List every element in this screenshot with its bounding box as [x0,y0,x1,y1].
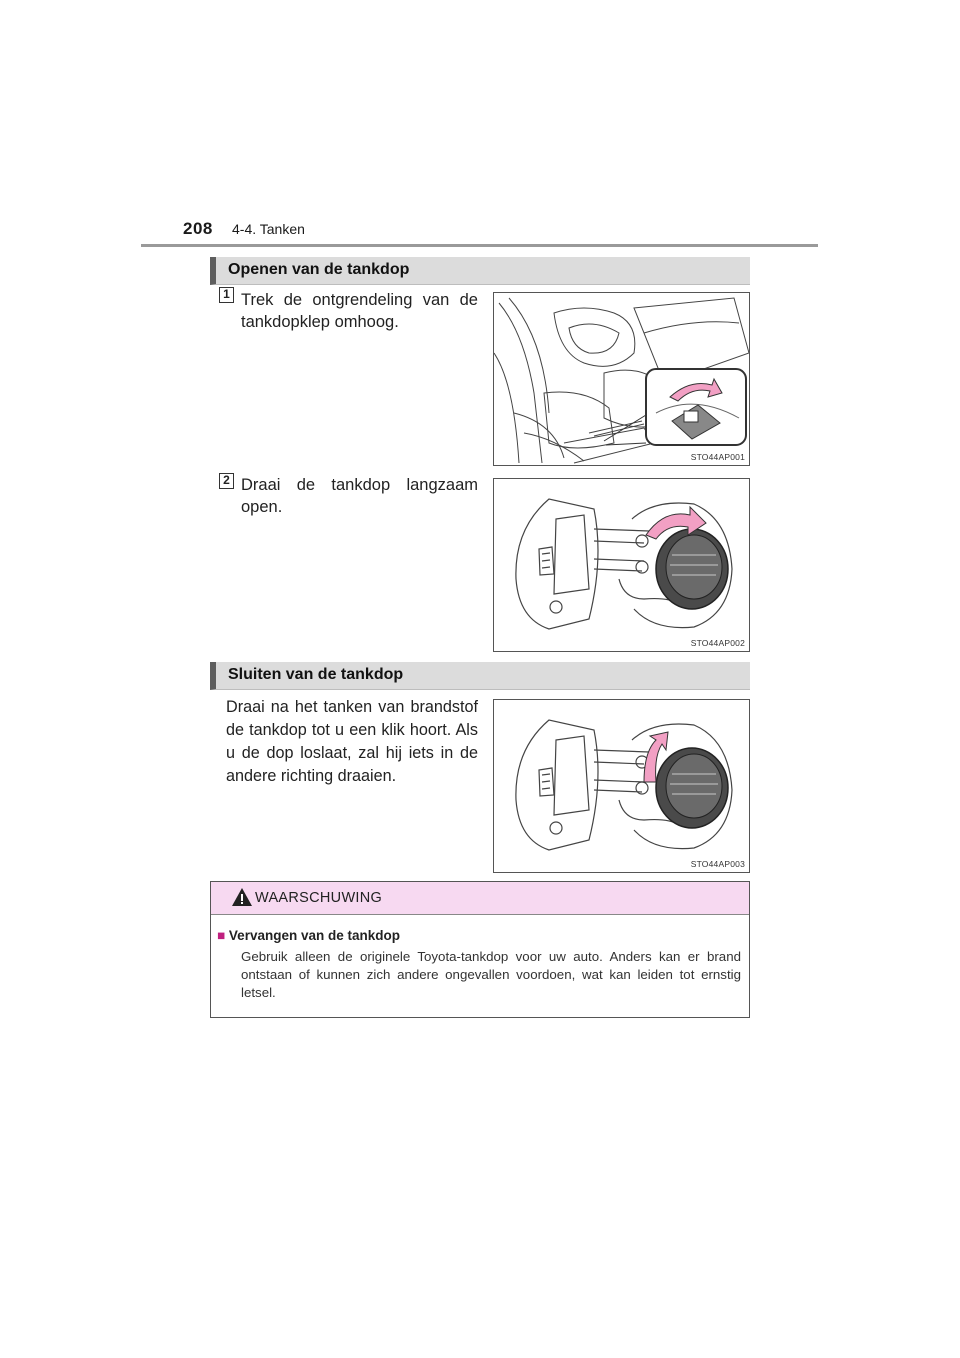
step-1-text: Trek de ontgrendeling van de tankdopklep omhoog. [241,291,478,331]
figure-code: STO44AP001 [690,452,745,462]
section-heading-open-fuel-cap [210,257,750,285]
bullet-square-icon: ■ [217,928,226,943]
figure-fuel-door-release [493,292,750,466]
figure-code: STO44AP003 [690,859,745,869]
step-2-text: Draai de tankdop langzaam open. [241,476,478,516]
section-heading-text: Openen van de tankdop [228,261,410,278]
section-heading-text: Sluiten van de tankdop [228,666,404,683]
page-number: 208 [183,219,213,238]
figure-fuel-cap-open [493,478,750,652]
figure-fuel-cap-close [493,699,750,873]
section-reference: 4-4. Tanken [232,221,305,237]
fuel-cap-open-illustration [494,479,750,652]
warning-title: WAARSCHUWING [255,890,383,906]
warning-subtitle [217,928,400,943]
header-divider [141,244,818,247]
step-number-1: 1 [219,287,234,303]
warning-triangle-icon [231,887,253,907]
interior-illustration [494,293,750,466]
figure-code: STO44AP002 [690,638,745,648]
warning-box [210,881,750,1018]
closing-instruction-text: Draai na het tanken van brandstof de tankdop tot u een klik hoort. Als u de dop loslaat, zal hij iets in de andere richting draaien. [226,698,478,785]
warning-subtitle-text: Vervangen van de tankdop [228,928,400,943]
warning-body-text: Gebruik alleen de originele Toyota-tankdop voor uw auto. Anders kan er brand ontstaan of kunnen zich andere ongevallen voordoen, wat kan leiden tot ernstig letsel. [241,949,741,1000]
warning-header [211,882,749,915]
step-number-2: 2 [219,473,234,489]
section-heading-close-fuel-cap [210,662,750,690]
fuel-cap-close-illustration [494,700,750,873]
